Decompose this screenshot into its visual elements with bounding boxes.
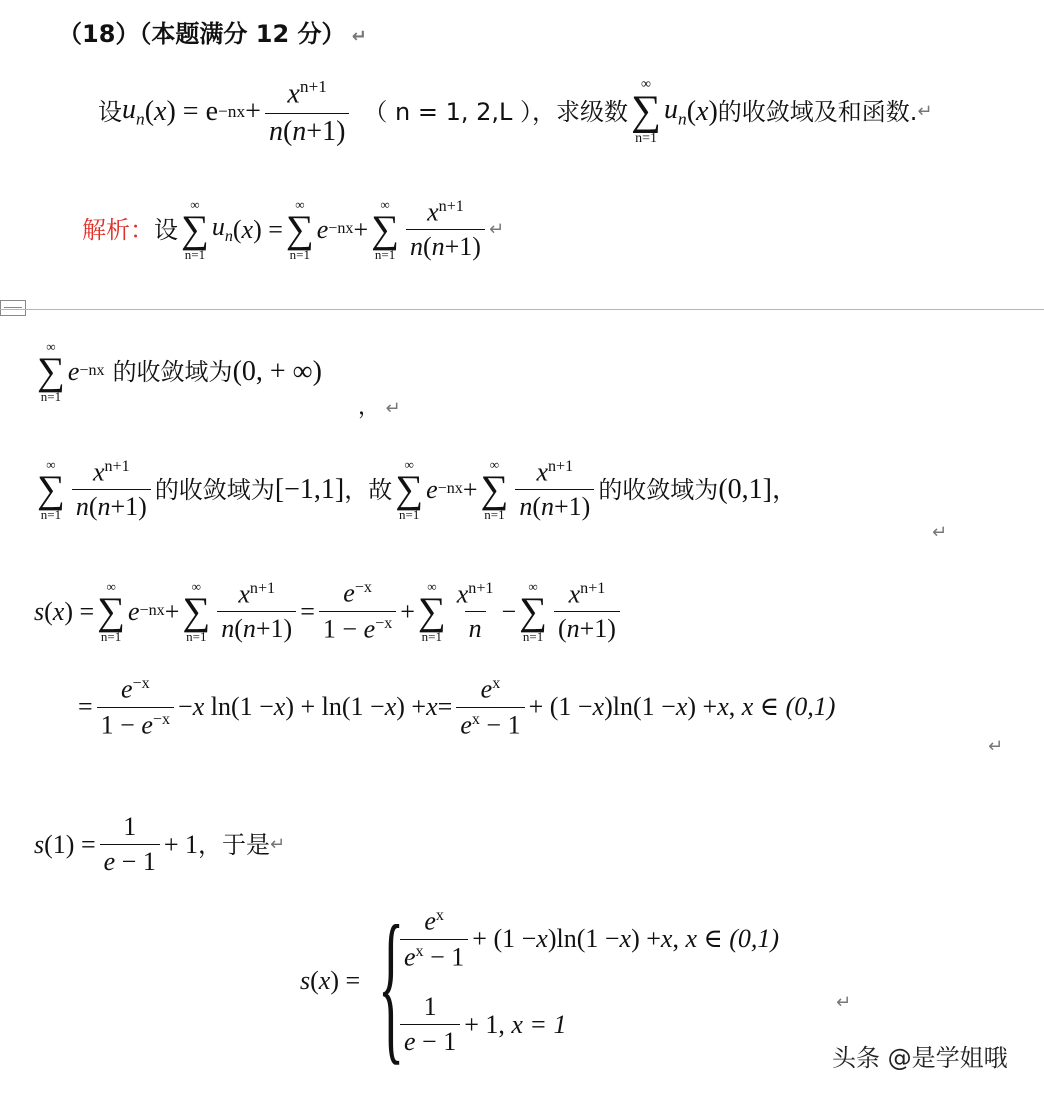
step-domain-1-tail: ， ↵ <box>358 394 401 419</box>
watermark: 头条 @是学姐哦 <box>832 1044 1008 1072</box>
sum-derivation-1: s ( x ) = ∞ ∑ n=1 e −nx + ∞ ∑ n=1 $\frac{x^{n+1}}{n(n+1)}$ = $\frac{e^{-x}}{1 - e^{-x}}$ + ∞ ∑ n=1 $\frac{x^{n+1}}{n}$ − ∞ ∑ n=1 $\frac{x^{n+1}}{(n+1)}$ <box>34 580 624 643</box>
return-mark-icon: ↵ <box>488 218 505 240</box>
s-at-one: s (1) = $\frac{1}{e - 1}$ + 1 ，于是 ↵ <box>34 812 286 876</box>
piecewise-label: s(x) = <box>300 966 361 995</box>
problem-statement: 设 $u_n$ ( x ) = e −nx + $\frac{x^{n+1}}{n(n+1)}$ （ n = 1, 2,L ）， 求级数 ∞ ∑ n=1 $u_n$ ( x ) 的收敛域及和函数. ↵ <box>98 77 933 147</box>
return-mark-icon: ↵ <box>988 736 1004 757</box>
step-domain-2: ∞ ∑ n=1 $\frac{x^{n+1}}{n(n+1)}$ 的收敛域为 [−1,1] ，故 ∞ ∑ n=1 e −nx + ∞ ∑ n=1 $\frac{x^{n+1}}{n(n+1)}$ 的收敛域为 (0,1] ， <box>37 457 798 523</box>
return-mark-icon: ↵ <box>270 833 286 855</box>
return-mark-icon: ↵ <box>385 398 401 419</box>
return-mark-icon: ↵ <box>932 522 948 543</box>
return-mark-icon: ↵ <box>917 100 933 122</box>
analysis-label: 解析： <box>82 215 154 244</box>
analysis-line: 解析： 设 ∞ ∑ n=1 $u_n$ ( x ) = ∞ ∑ n=1 e −nx + ∞ ∑ n=1 $\frac{x^{n+1}}{n(n+1)}$ ↵ <box>82 197 505 263</box>
table-marker-icon <box>0 300 26 316</box>
sum-derivation-2: = $\frac{e^{-x}}{1 - e^{-x}}$ − x ln(1 − x ) + ln(1 − x ) + x = $\frac{e^x}{e^x - 1}$ + (1 − x )ln(1 − x ) + x , x ∈ (0,1) <box>78 674 836 740</box>
step-domain-1: ∞ ∑ n=1 e −nx 的收敛域为 (0, + ∞) <box>37 339 322 405</box>
return-mark-icon: ↵ <box>836 992 852 1013</box>
page-divider <box>0 309 1044 310</box>
piecewise-case-2: $\frac{1}{e - 1}$ + 1, x = 1 <box>396 994 566 1055</box>
piecewise-case-1: $\frac{e^x}{e^x - 1}$ + (1 − x )ln(1 − x ) + x , x ∈ (0,1) <box>396 908 779 970</box>
problem-header: （18）（本题满分 12 分） ↵ <box>58 20 367 48</box>
return-mark-icon: ↵ <box>345 26 367 47</box>
piecewise-brace: { <box>378 891 405 1079</box>
